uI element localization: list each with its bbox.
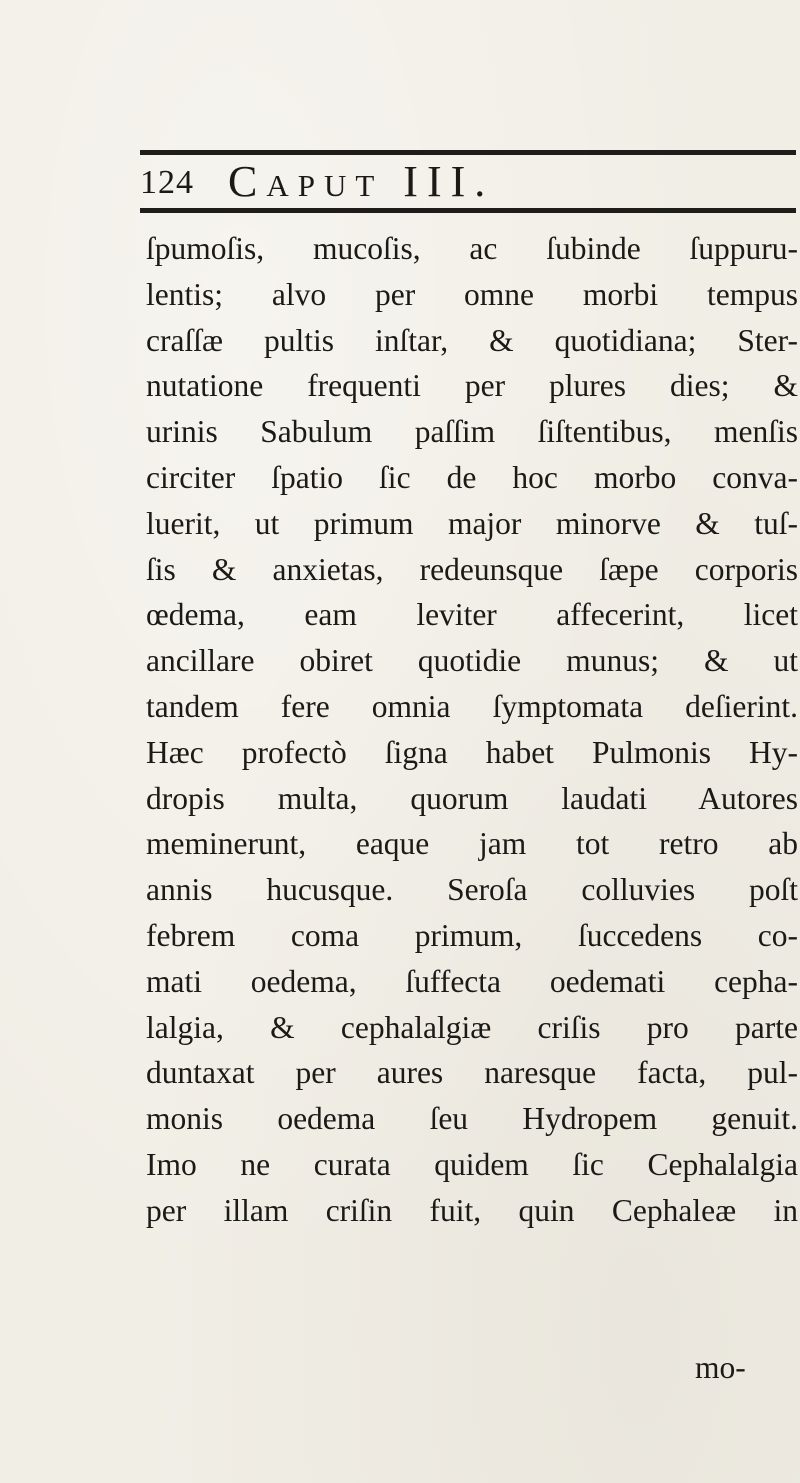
body-text bbox=[146, 226, 798, 1234]
chapter-title: Caput III. bbox=[228, 157, 495, 206]
text-line: Imo ne curata quidem ſic Cephalalgia bbox=[146, 1146, 798, 1182]
text-line: meminerunt, eaque jam tot retro ab bbox=[146, 826, 798, 862]
text-line: tandem fere omnia ſymptomata deſierint. bbox=[146, 688, 798, 724]
text-line: nutatione frequenti per plures dies; & bbox=[146, 368, 798, 404]
text-line: ſis & anxietas, redeunsque ſæpe corporis bbox=[146, 551, 798, 587]
text-line: mati oedema, ſuffecta oedemati cepha- bbox=[146, 963, 798, 999]
text-line: annis hucusque. Seroſa colluvies poſt bbox=[146, 872, 798, 908]
text-line: ſpumoſis, mucoſis, ac ſubinde ſuppuru- bbox=[146, 231, 798, 266]
page-number: 124 bbox=[140, 164, 194, 201]
running-head bbox=[140, 156, 796, 206]
text-line: Hæc profectò ſigna habet Pulmonis Hy- bbox=[146, 734, 798, 770]
text-line: per illam criſin fuit, quin Cephaleæ in bbox=[146, 1192, 798, 1228]
text-line: circiter ſpatio ſic de hoc morbo conva- bbox=[146, 459, 798, 495]
catchword: mo- bbox=[695, 1350, 746, 1385]
header-rule-top bbox=[140, 150, 796, 155]
text-line: ancillare obiret quotidie munus; & ut bbox=[146, 643, 798, 679]
text-line: lentis; alvo per omne morbi tempus bbox=[146, 276, 798, 312]
header-rule-bottom bbox=[140, 208, 796, 213]
text-line: urinis Sabulum paſſim ſiſtentibus, menſis bbox=[146, 414, 798, 450]
text-line: luerit, ut primum major minorve & tuſ- bbox=[146, 505, 798, 541]
text-line: duntaxat per aures naresque facta, pul- bbox=[146, 1055, 798, 1091]
text-line: craſſæ pultis inſtar, & quotidiana; Ster- bbox=[146, 322, 798, 358]
text-line: lalgia, & cephalalgiæ criſis pro parte bbox=[146, 1009, 798, 1045]
text-line: dropis multa, quorum laudati Autores bbox=[146, 780, 798, 816]
text-line: monis oedema ſeu Hydropem genuit. bbox=[146, 1101, 798, 1137]
text-line: œdema, eam leviter affecerint, licet bbox=[146, 597, 798, 633]
text-line: febrem coma primum, ſuccedens co- bbox=[146, 917, 798, 953]
